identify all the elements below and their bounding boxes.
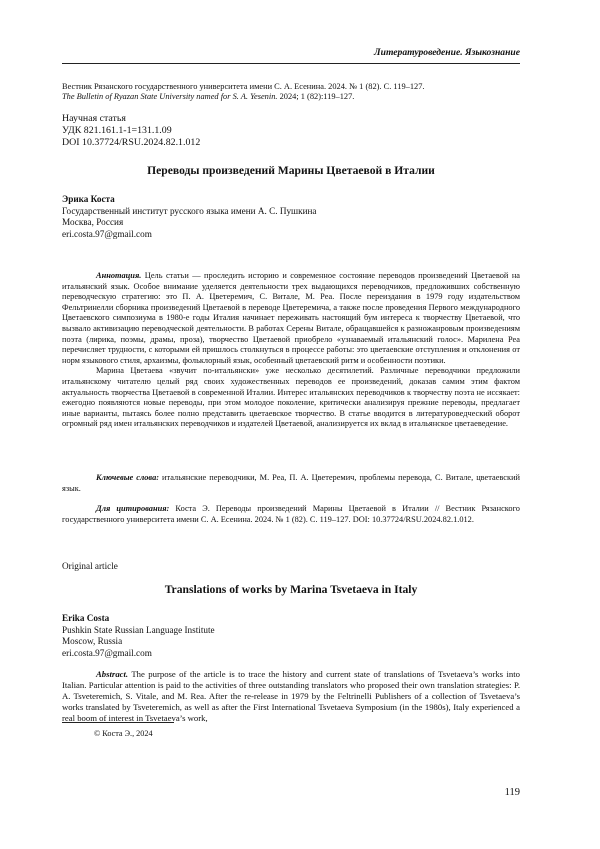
journal-reference-en [62, 92, 522, 102]
footnote-rule [62, 722, 174, 723]
page-number: 119 [504, 787, 520, 798]
citation-label-ru: Для цитирования: [96, 504, 170, 513]
author-affiliation-ru: Государственный институт русского языка имени А. С. Пушкина [62, 205, 317, 216]
keywords-label-ru: Ключевые слова: [96, 473, 160, 482]
journal-reference [62, 82, 522, 103]
author-name-en: Erika Costa [62, 613, 110, 623]
abstract-en-paragraph [62, 669, 520, 724]
keywords-text-ru: итальянские переводчики, М. Реа, П. А. Цветеремич, проблемы перевода, С. Витале, цветаевский язык. [62, 473, 520, 493]
abstract-ru-paragraph-2: Марина Цветаева «звучит по-итальянски» уже несколько десятилетий. Различные переводчики предложили итальянскому читателю целый ряд своих художественных переводов ее произведений, доказав самим этим фактом актуальность творчества Цветаевой в современной Италии. Интерес итальянских переводчиков к творчеству поэта не иссякает: ежегодно появляются новые переводы, при этом молодое поколение, критически анализируя прежние переводы, предлагает иные варианты, пытаясь более полно представить цветаевское творчество. В статье вводится в литературоведческий оборот огромный ряд имен итальянских переводчиков и издателей Цветаевой, анализируется их вклад в итальянское цветаеведение. [62, 366, 520, 429]
keywords-ru [62, 473, 520, 494]
citation-ru [62, 504, 520, 525]
citation-text-ru: Коста Э. Переводы произведений Марины Цветаевой в Италии // Вестник Рязанского государственного университета имени С. А. Есенина. 2024. № 1 (82). С. 119–127. DOI: 10.37724/RSU.2024.82.1.012. [62, 504, 520, 524]
author-name-ru: Эрика Коста [62, 194, 115, 204]
author-email-ru[interactable]: eri.costa.97@gmail.com [62, 228, 152, 239]
header-rule [62, 63, 520, 64]
journal-name-en: The Bulletin of Ryazan State University named for S. A. Yesenin. [62, 92, 278, 102]
article-title-ru: Переводы произведений Марины Цветаевой в Италии [147, 164, 435, 177]
copyright-note: © Коста Э., 2024 [94, 729, 153, 738]
author-block-en [62, 613, 522, 659]
abstract-text-ru-1: Цель статьи — проследить историю и современное состояние переводов произведений Цветаевой на итальянский язык. Особое внимание уделяется деятельности трех выдающихся переводчиков, предложивших собственную переводческую стратегию: это П. А. Цветеремич, С. Витале, М. Реа. После переиздания в 1979 году издательством Фельтринелли сборника произведений Цветаевой в переводе Цветеремича, а также после проведения Первого международного Цветаевского симпозиума в 1980-е годы Италия начинает переживать настоящий бум интереса к творчеству Цветаевой, что вызвало активизацию переводческой деятельности. В работах Серены Витале, обращавшейся к разножанровым произведениям поэта (лирика, поэмы, драмы, проза), творчество Цветаевой приобрело «узнаваемый итальянский голос». Марилена Реа перечисляет трудности, с которыми ей пришлось столкнуться в процессе работы: это цветаевские отступления и отклонения от норм языкового стиля, архаизмы, фольклорный язык, особенный цветаевский ритм и особенности поэтики. [62, 271, 520, 365]
journal-issue-en: 2024; 1 (82):119–127. [277, 92, 355, 102]
journal-reference-ru: Вестник Рязанского государственного университета имени С. А. Есенина. 2024. № 1 (82). С. 119–127. [62, 82, 425, 91]
author-email-en[interactable]: eri.costa.97@gmail.com [62, 647, 152, 658]
keywords-ru-paragraph [62, 473, 520, 494]
article-meta [62, 113, 522, 150]
doi: DOI 10.37724/RSU.2024.82.1.012 [62, 137, 201, 149]
abstract-ru-paragraph-1 [62, 271, 520, 366]
udc-code: УДК 821.161.1-1=131.1.09 [62, 125, 172, 137]
abstract-label-ru: Аннотация. [96, 271, 142, 280]
article-title-en: Translations of works by Marina Tsvetaeva in Italy [164, 583, 418, 596]
abstract-ru [62, 271, 520, 430]
article-type: Научная статья [62, 113, 126, 124]
author-location-en: Moscow, Russia [62, 636, 123, 647]
author-block-ru [62, 194, 522, 240]
article-type-en: Original article [62, 561, 118, 571]
author-location-ru: Москва, Россия [62, 217, 124, 228]
citation-ru-paragraph [62, 504, 520, 525]
abstract-en [62, 669, 520, 724]
author-affiliation-en: Pushkin State Russian Language Institute [62, 624, 215, 635]
abstract-text-en: The purpose of the article is to trace the history and current state of translations of Tsvetaeva’s works into Italian. Particular attention is paid to the activities of three outstanding translators who proposed their own translation strategies: P. A. Tsveteremich, S. Vitale, and M. Rea. After the re-release in 1979 by the Feltrinelli Publishers of a collection of Tsvetaeva’s works translated by Tsveteremich, as well as after the First International Tsvetaeva Symposium (in the 1980s), Italy experienced a real boom of interest in Tsvetaeva’s work, [62, 669, 520, 724]
abstract-label-en: Abstract. [96, 669, 129, 679]
running-header: Литературоведение. Языкознание [374, 47, 520, 58]
